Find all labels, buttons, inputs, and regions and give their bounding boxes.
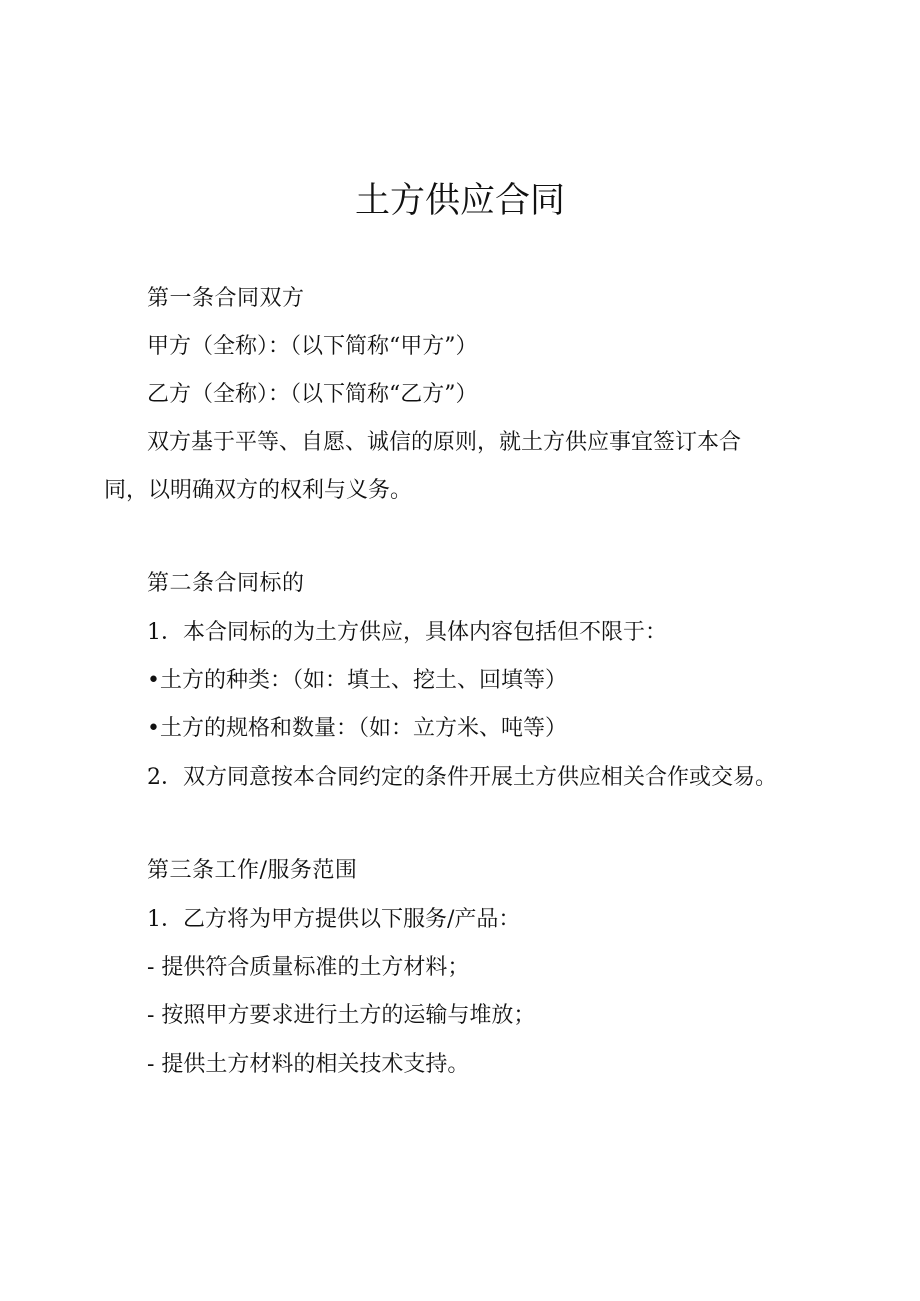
article3-dash3: - 提供土方材料的相关技术支持。 [147, 1052, 470, 1077]
article2-heading: 第二条合同标的 [147, 571, 305, 596]
intro-paragraph-line1: 双方基于平等、自愿、诚信的原则，就土方供应事宜签订本合 [147, 430, 742, 455]
article2-item2: 2．双方同意按本合同约定的条件开展土方供应相关合作或交易。 [147, 765, 777, 790]
article2-item1: 1．本合同标的为土方供应，具体内容包括但不限于： [147, 620, 667, 645]
article3-dash1: - 提供符合质量标准的土方材料； [147, 955, 470, 980]
document-title: 土方供应合同 [354, 181, 565, 221]
article3-dash2: - 按照甲方要求进行土方的运输与堆放； [147, 1003, 536, 1028]
article2-bullet2: •土方的规格和数量：（如：立方米、吨等） [147, 716, 567, 741]
party-a-line: 甲方（全称）：（以下简称“甲方”） [147, 334, 478, 359]
party-b-line: 乙方（全称）：（以下简称“乙方”） [147, 382, 478, 407]
article1-heading: 第一条合同双方 [147, 286, 305, 311]
article2-bullet1: •土方的种类：（如：填土、挖土、回填等） [147, 668, 567, 693]
article3-heading: 第三条工作/服务范围 [147, 858, 358, 883]
article3-item1: 1．乙方将为甲方提供以下服务/产品： [147, 907, 521, 932]
intro-paragraph-line2: 同，以明确双方的权利与义务。 [104, 478, 413, 503]
